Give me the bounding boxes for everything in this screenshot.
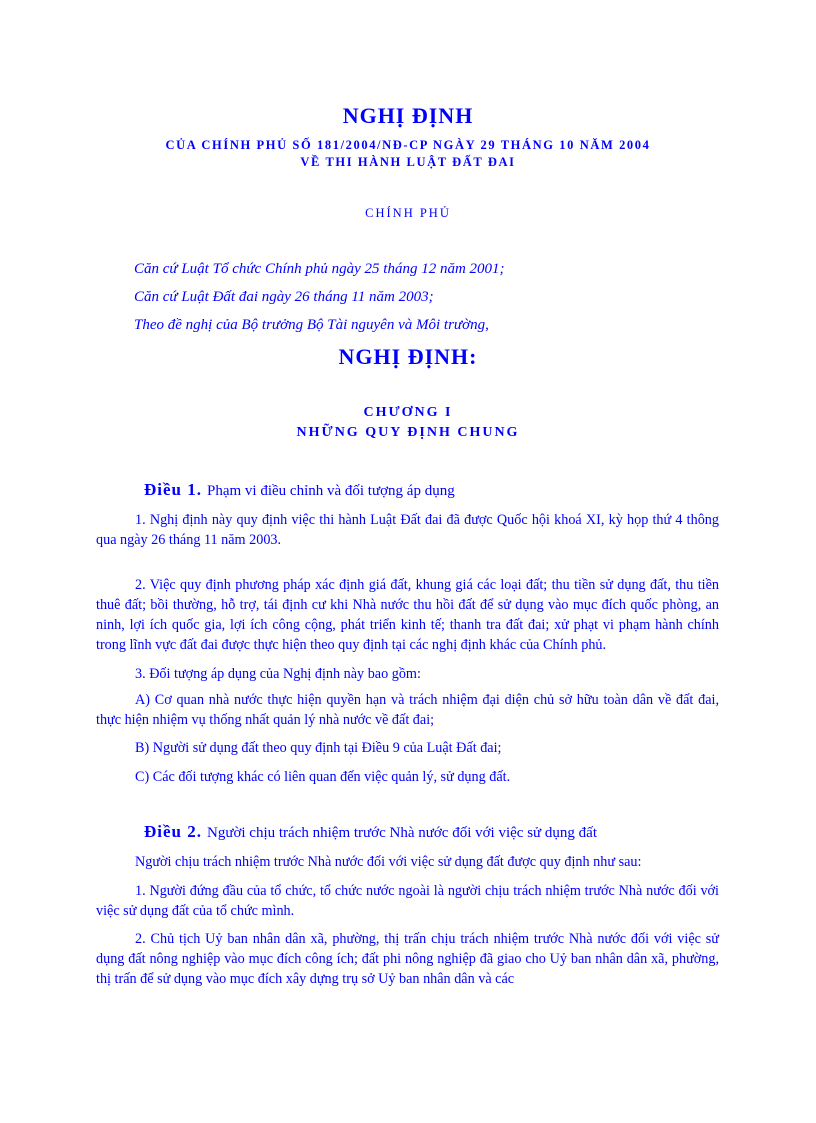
article-1-paragraph-a: A) Cơ quan nhà nước thực hiện quyền hạn và trách nhiệm đại diện chủ sở hữu toàn dân về đất đai, thực hiện nhiệm vụ thống nhất quản lý nhà nước về đất đai; [96,692,719,728]
article-2-paragraph-2: 2. Chủ tịch Uỷ ban nhân dân xã, phường, thị trấn chịu trách nhiệm trước Nhà nước đối với việc sử dụng đất nông nghiệp vào mục đích công ích; đất phi nông nghiệp đã giao cho Uỷ ban nhân dân xã, phường, thị trấn để sử dụng vào mục đích xây dựng trụ sở Uỷ ban nhân dân và các [96,931,719,987]
article-1-paragraph-2: 2. Việc quy định phương pháp xác định giá đất, khung giá các loại đất; thu tiền sử dụng đất, thu tiền thuê đất; bồi thường, hỗ trợ, tái định cư khi Nhà nước thu hồi đất để sử dụng vào mục đích quốc phòng, an ninh, lợi ích quốc gia, lợi ích công cộng, phát triển kinh tế; thanh tra đất đai; xử phạt vi phạm hành chính trong lĩnh vực đất đai được thực hiện theo quy định tại các nghị định khác của Chính phủ. [96,577,719,653]
chapter-number: CHƯƠNG I [363,405,453,420]
article-1-title: Phạm vi điều chỉnh và đối tượng áp dụng [207,483,455,499]
article-2-paragraph-intro: Người chịu trách nhiệm trước Nhà nước đối với việc sử dụng đất được quy định như sau: [135,854,642,870]
article-2-label: Điều 2. [144,822,202,841]
legal-basis-3: Theo đề nghị của Bộ trưởng Bộ Tài nguyên và Môi trường, [134,317,489,333]
chapter-name: NHỮNG QUY ĐỊNH CHUNG [296,425,520,440]
article-1-heading [144,480,455,500]
article-2-title: Người chịu trách nhiệm trước Nhà nước đối với việc sử dụng đất [207,825,597,841]
article-2-heading [144,822,597,842]
article-2-paragraph-1: 1. Người đứng đầu của tổ chức, tổ chức nước ngoài là người chịu trách nhiệm trước Nhà nước đối với việc sử dụng đất của tổ chức mình. [96,883,719,919]
document-subtitle-line-1: CỦA CHÍNH PHỦ SỐ 181/2004/NĐ-CP NGÀY 29 THÁNG 10 NĂM 2004 [165,138,651,152]
document-subtitle-line-2: VỀ THI HÀNH LUẬT ĐẤT ĐAI [300,155,516,169]
article-1-paragraph-1: 1. Nghị định này quy định việc thi hành Luật Đất đai đã được Quốc hội khoá XI, kỳ họp thứ 4 thông qua ngày 26 tháng 11 năm 2003. [96,512,719,548]
article-1-paragraph-3: 3. Đối tượng áp dụng của Nghị định này bao gồm: [135,666,421,682]
article-1-paragraph-c: C) Các đối tượng khác có liên quan đến việc quản lý, sử dụng đất. [135,769,511,785]
article-1-paragraph-b: B) Người sử dụng đất theo quy định tại Điều 9 của Luật Đất đai; [135,740,502,756]
legal-basis-1: Căn cứ Luật Tổ chức Chính phủ ngày 25 tháng 12 năm 2001; [134,261,505,277]
document-title: NGHỊ ĐỊNH [342,103,474,128]
legal-basis-2: Căn cứ Luật Đất đai ngày 26 tháng 11 năm 2003; [134,289,434,305]
issuer: CHÍNH PHỦ [365,206,451,220]
article-1-label: Điều 1. [144,480,202,499]
decree-heading: NGHỊ ĐỊNH: [338,344,478,369]
